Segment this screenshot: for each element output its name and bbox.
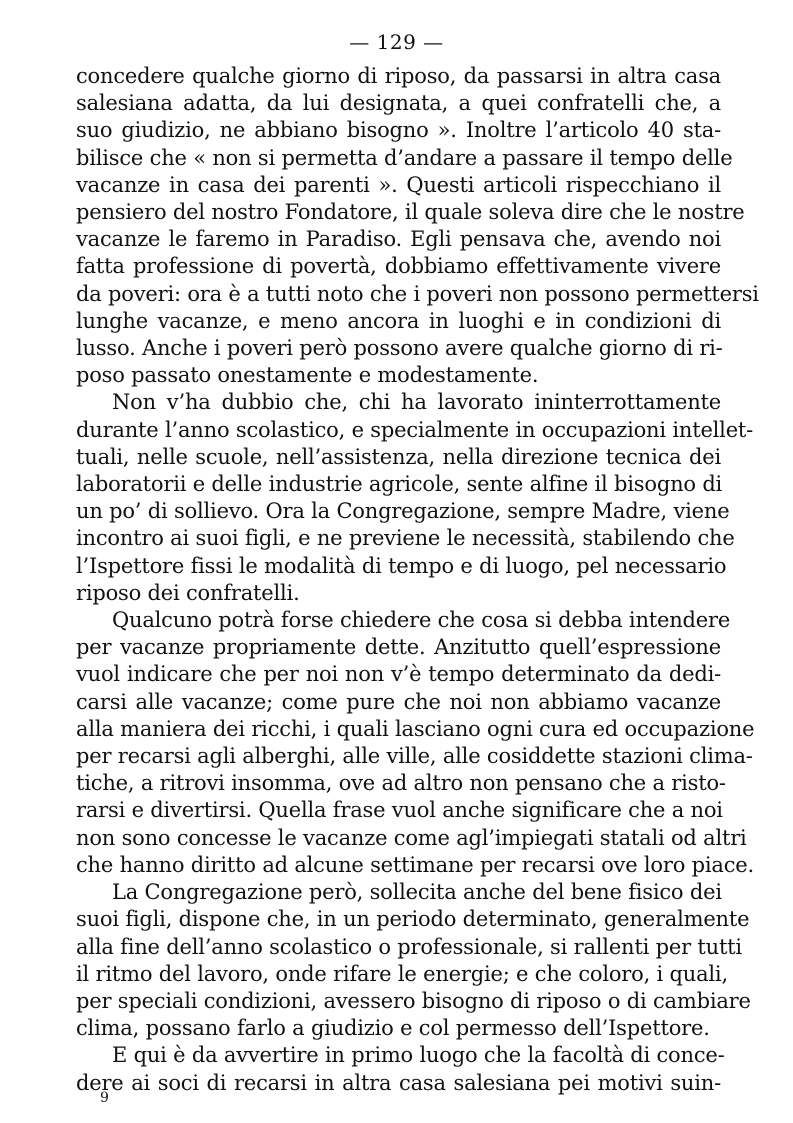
text-line: concedere qualche giorno di riposo, da passarsi in altra casa <box>76 64 721 88</box>
page-number: — 129 — <box>349 30 444 54</box>
text-line: incontro ai suoi figli, e ne previene le necessità, stabilendo che <box>76 526 735 551</box>
text-line: vuol indicare che per noi non v’è tempo determinato da dedi- <box>76 662 721 687</box>
text-line: dere ai soci di recarsi in altra casa salesiana pei motivi suin- <box>76 1070 721 1095</box>
text-line: da poveri: ora è a tutti noto che i poveri non possono permettersi <box>76 281 759 306</box>
text-line: Qualcuno potrà forse chiedere che cosa si debba intendere <box>112 608 731 633</box>
text-line: il ritmo del lavoro, onde rifare le energie; e che coloro, i quali, <box>76 961 728 986</box>
text-line: salesiana adatta, da lui designata, a quei confratelli che, a <box>76 91 721 116</box>
text-line: clima, possano farlo a giudizio e col permesso dell’Ispettore. <box>76 1016 710 1041</box>
text-line: pensiero del nostro Fondatore, il quale soleva dire che le nostre <box>76 200 745 225</box>
text-line: Non v’ha dubbio che, chi ha lavorato ininterrottamente <box>112 390 721 415</box>
paragraph-3 <box>76 607 755 879</box>
text-line: bilisce che « non si permetta d’andare a passare il tempo delle <box>76 145 733 170</box>
text-line: riposo dei confratelli. <box>76 580 300 605</box>
text-line: vacanze le faremo in Paradiso. Egli pensava che, avendo noi <box>76 227 721 252</box>
text-line: che hanno diritto ad alcune settimane per recarsi ove loro piace. <box>76 852 754 877</box>
text-line: carsi alle vacanze; come pure che noi non abbiamo vacanze <box>76 689 721 714</box>
text-line: lunghe vacanze, e meno ancora in luoghi e in condizioni di <box>76 308 721 333</box>
body-text <box>76 63 759 1097</box>
text-line: suo giudizio, ne abbiano bisogno ». Inoltre l’articolo 40 sta- <box>76 118 721 143</box>
paragraph-1 <box>76 63 759 389</box>
text-line: per speciali condizioni, avessero bisogno di riposo o di cambiare <box>76 988 751 1013</box>
text-line: rarsi e divertirsi. Quella frase vuol anche significare che a noi <box>76 798 723 823</box>
text-line: alla fine dell’anno scolastico o professionale, si rallenti per tutti <box>76 934 742 959</box>
text-line: lusso. Anche i poveri però possono avere qualche giorno di ri- <box>76 336 723 361</box>
paragraph-4 <box>76 879 751 1042</box>
text-line: laboratorii e delle industrie agricole, sente alfine il bisogno di <box>76 472 723 497</box>
text-line: La Congregazione però, sollecita anche del bene fisico dei <box>112 880 722 905</box>
text-line: suoi figli, dispone che, in un periodo determinato, generalmente <box>76 907 750 932</box>
text-line: tiche, a ritrovi insomma, ove ad altro non pensano che a risto- <box>76 771 726 796</box>
text-line: per vacanze propriamente dette. Anzitutto quell’espressione <box>76 635 721 660</box>
text-line: durante l’anno scolastico, e specialmente in occupazioni intellet- <box>76 417 754 442</box>
text-line: alla maniera dei ricchi, i quali lasciano ogni cura ed occupazione <box>76 716 755 741</box>
text-line: un po’ di sollievo. Ora la Congregazione, sempre Madre, viene <box>76 499 730 524</box>
text-line: non sono concesse le vacanze come agl’impiegati statali od altri <box>76 825 747 850</box>
text-line: tuali, nelle scuole, nell’assistenza, nella direzione tecnica dei <box>76 444 721 469</box>
text-line: poso passato onestamente e modestamente. <box>76 363 539 388</box>
signature-mark: 9 <box>100 1090 109 1106</box>
text-line: per recarsi agli alberghi, alle ville, alle cosiddette stazioni clima- <box>76 744 753 769</box>
paragraph-2 <box>76 389 754 607</box>
text-line: vacanze in casa dei parenti ». Questi articoli rispecchiano il <box>76 172 721 197</box>
text-line: fatta professione di povertà, dobbiamo effettivamente vivere <box>76 254 721 279</box>
paragraph-5 <box>76 1042 725 1096</box>
text-line: E qui è da avvertire in primo luogo che la facoltà di conce- <box>112 1043 725 1068</box>
text-line: l’Ispettore fissi le modalità di tempo e di luogo, pel necessario <box>76 553 727 578</box>
